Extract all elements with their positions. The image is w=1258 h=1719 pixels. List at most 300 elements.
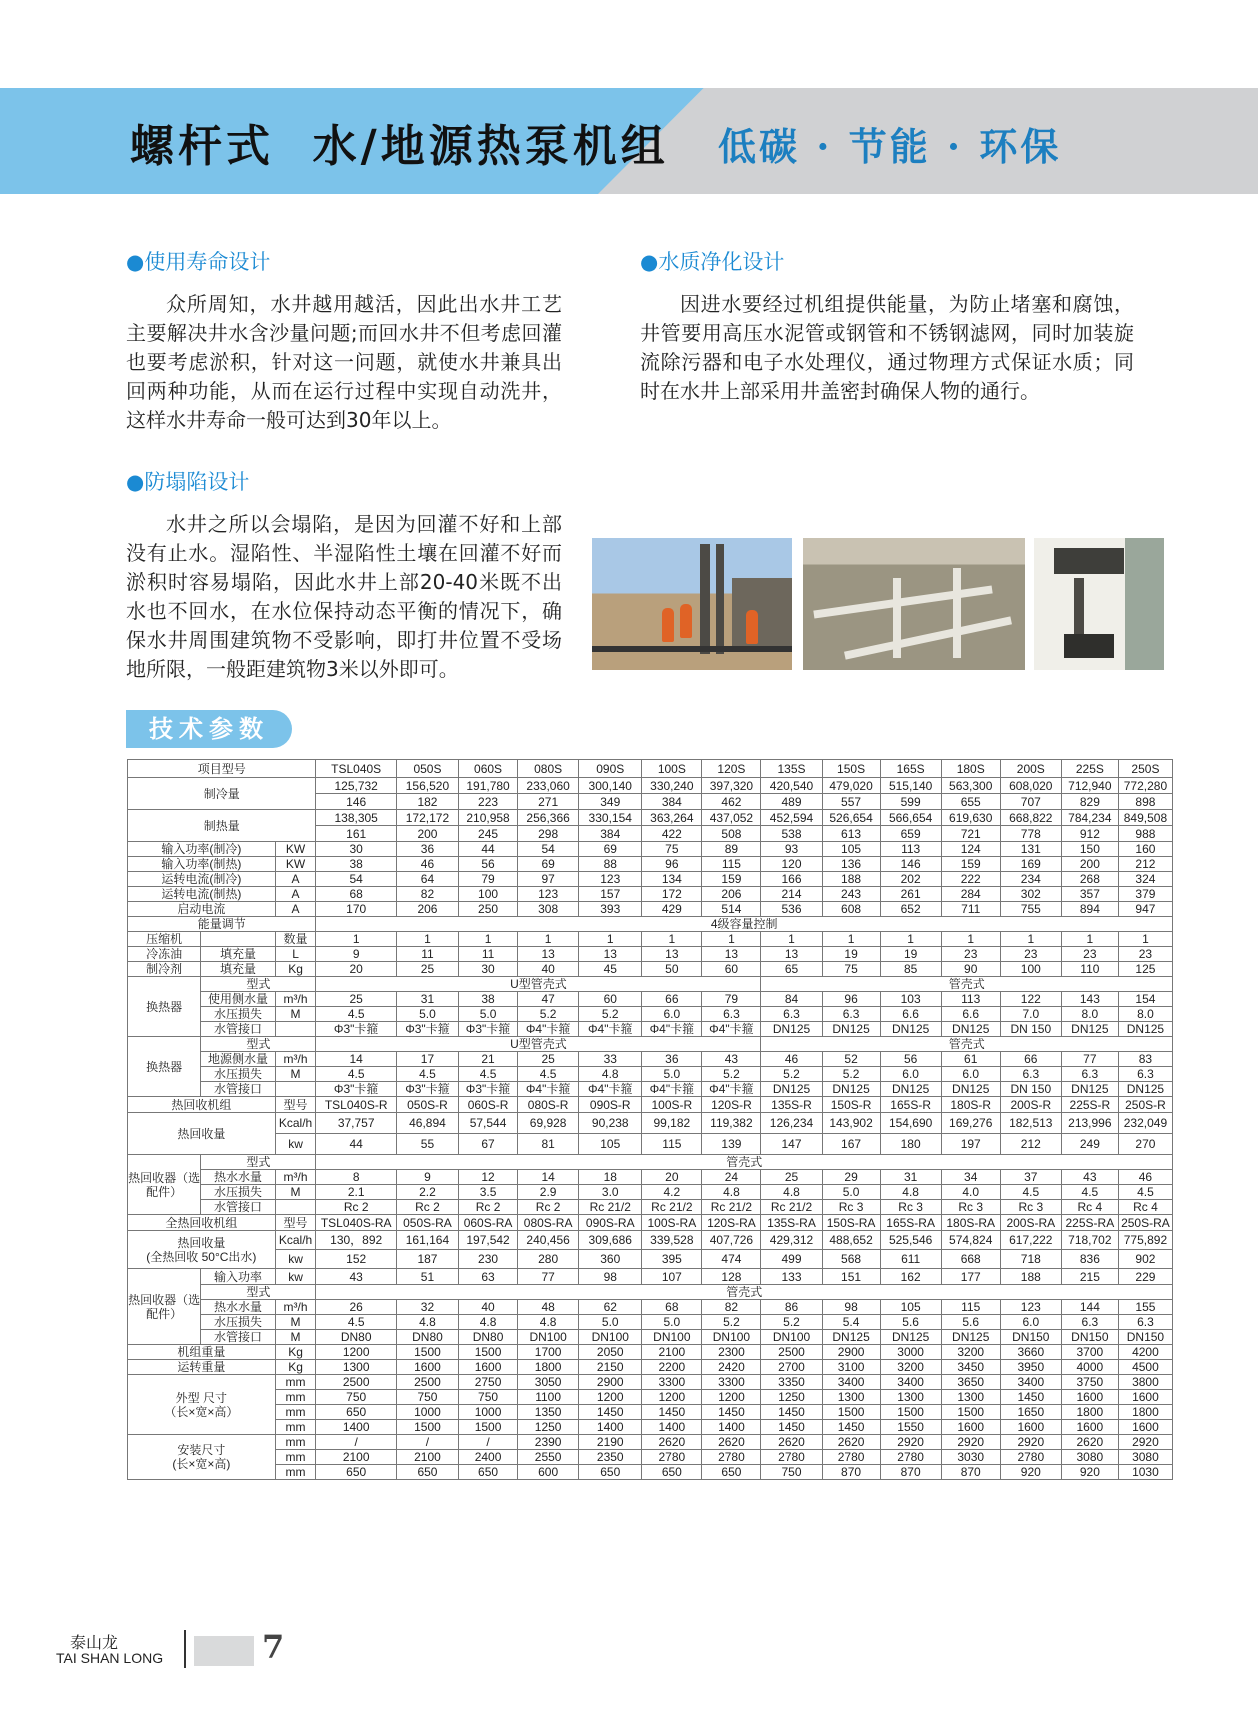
table-row — [128, 842, 1173, 857]
table-row — [128, 1330, 1173, 1345]
value-cell: 115 — [702, 857, 761, 872]
value-cell: 718 — [1000, 1250, 1061, 1269]
value-cell: 13 — [761, 947, 822, 962]
value-cell: 1000 — [459, 1405, 518, 1420]
unit-cell: 型号 — [275, 1215, 316, 1231]
row-sublabel-cell: 填充量 — [201, 962, 275, 977]
value-cell: 2780 — [822, 1450, 880, 1465]
value-cell: 6.0 — [941, 1067, 1000, 1082]
value-cell: 38 — [459, 992, 518, 1007]
value-cell: 3450 — [941, 1360, 1000, 1375]
unit-cell: mm — [275, 1405, 316, 1420]
value-cell: 384 — [579, 826, 642, 842]
table-row — [128, 1269, 1173, 1285]
value-cell: 81 — [518, 1134, 579, 1155]
value-cell: 187 — [396, 1250, 458, 1269]
value-cell: 1600 — [1000, 1420, 1061, 1435]
value-cell: 98 — [579, 1269, 642, 1285]
value-cell: 13 — [642, 947, 702, 962]
row-label-cell: 换热器 — [128, 977, 201, 1037]
value-cell: 150S-R — [822, 1097, 880, 1113]
header-label-cell: 项目型号 — [128, 760, 316, 778]
value-cell: 462 — [702, 794, 761, 810]
value-cell: 21 — [459, 1052, 518, 1067]
value-cell: 1450 — [761, 1405, 822, 1420]
table-row — [128, 1435, 1173, 1450]
value-cell: 1450 — [1000, 1390, 1061, 1405]
value-cell: Φ4"卡箍 — [702, 1022, 761, 1037]
value-cell: 775,892 — [1118, 1231, 1172, 1250]
row-label-cell: 全热回收机组 — [128, 1215, 276, 1231]
row-sublabel-cell: 型式 — [201, 977, 316, 992]
value-cell: 1 — [1061, 932, 1118, 947]
value-cell: 2780 — [880, 1450, 941, 1465]
unit-cell: M — [275, 1067, 316, 1082]
table-row — [128, 932, 1173, 947]
photo-drilling-site — [592, 538, 792, 670]
value-cell: 1300 — [316, 1360, 396, 1375]
value-cell: 30 — [316, 842, 396, 857]
table-row — [128, 1405, 1173, 1420]
value-cell: 4.5 — [1118, 1185, 1172, 1200]
table-row — [128, 1360, 1173, 1375]
row-sublabel: (全热回收 50°C出水) — [146, 1249, 257, 1264]
value-cell: 912 — [1061, 826, 1118, 842]
value-cell: 3000 — [880, 1345, 941, 1360]
value-cell: 1 — [642, 932, 702, 947]
row-sublabel-cell: 水管接口 — [201, 1082, 275, 1097]
value-cell: 3080 — [1061, 1450, 1118, 1465]
value-cell: 62 — [579, 1300, 642, 1315]
value-cell: Φ4"卡箍 — [579, 1082, 642, 1097]
value-cell: 3200 — [941, 1345, 1000, 1360]
value-cell: 514 — [702, 902, 761, 917]
photo-pipe-trench — [803, 538, 1025, 670]
unit-cell: m³/h — [275, 992, 316, 1007]
value-cell: 84 — [761, 992, 822, 1007]
value-cell: 479,020 — [822, 778, 880, 794]
value-cell: 536 — [761, 902, 822, 917]
table-row — [128, 857, 1173, 872]
value-cell: 407,726 — [702, 1231, 761, 1250]
value-cell: 2780 — [761, 1450, 822, 1465]
value-cell: Rc 4 — [1118, 1200, 1172, 1215]
value-cell: 139 — [702, 1134, 761, 1155]
value-cell: Rc 21/2 — [702, 1200, 761, 1215]
value-cell: 2500 — [316, 1375, 396, 1390]
value-cell: / — [459, 1435, 518, 1450]
value-cell: 1400 — [579, 1420, 642, 1435]
value-cell: 6.0 — [1000, 1315, 1061, 1330]
value-cell: 8 — [316, 1170, 396, 1185]
value-cell: 182 — [396, 794, 458, 810]
unit-cell: M — [275, 1315, 316, 1330]
row-sublabel-cell: 填充量 — [201, 947, 275, 962]
value-cell: 655 — [941, 794, 1000, 810]
value-cell: 2780 — [1000, 1450, 1061, 1465]
value-cell: 4.5 — [1000, 1185, 1061, 1200]
section-body: 众所周知，水井越用越活，因此出水井工艺主要解决井水含沙量问题;而回水井不但考虑回灌也要考虑淤积，针对这一问题，就使水井兼具出回两种功能，从而在运行过程中实现自动洗井，这样水井寿命一般可达到30年以上。 — [126, 292, 562, 432]
value-cell: 2190 — [579, 1435, 642, 1450]
table-row — [128, 1037, 1173, 1052]
value-cell: 215 — [1061, 1269, 1118, 1285]
value-cell: 23 — [1000, 947, 1061, 962]
unit-cell: KW — [275, 842, 316, 857]
value-cell: 25 — [761, 1170, 822, 1185]
value-cell: 1500 — [396, 1420, 458, 1435]
value-cell: 63 — [459, 1269, 518, 1285]
value-cell: 200S-R — [1000, 1097, 1061, 1113]
value-cell: 180S-RA — [941, 1215, 1000, 1231]
value-cell: 143 — [1061, 992, 1118, 1007]
value-cell: 107 — [642, 1269, 702, 1285]
value-cell: 1500 — [459, 1420, 518, 1435]
value-cell: 4.8 — [579, 1067, 642, 1082]
table-row — [128, 1420, 1173, 1435]
value-cell: 4.5 — [316, 1067, 396, 1082]
value-cell: DN 150 — [1000, 1082, 1061, 1097]
value-cell: 57,544 — [459, 1113, 518, 1134]
value-cell: 5.0 — [822, 1185, 880, 1200]
bullet-icon: ● — [126, 250, 145, 274]
value-cell: 3300 — [642, 1375, 702, 1390]
value-cell: 1350 — [518, 1405, 579, 1420]
row-sublabel-cell: 地源侧水量 — [201, 1052, 275, 1067]
value-cell: 2900 — [579, 1375, 642, 1390]
table-row — [128, 1300, 1173, 1315]
value-cell: Rc 21/2 — [579, 1200, 642, 1215]
row-sublabel-cell: 使用侧水量 — [201, 992, 275, 1007]
table-row — [128, 1315, 1173, 1330]
value-cell: 298 — [518, 826, 579, 842]
value-cell: 25 — [518, 1052, 579, 1067]
value-cell: 659 — [880, 826, 941, 842]
section-body: 因进水要经过机组提供能量，为防止堵塞和腐蚀，井管要用高压水泥管或钢管和不锈钢滤网，同时加装旋流除污器和电子水处理仪，通过物理方式保证水质；同时在水井上部采用井盖密封确保人物的通行。 — [640, 292, 1134, 403]
value-cell: 3750 — [1061, 1375, 1118, 1390]
value-cell: 5.6 — [941, 1315, 1000, 1330]
value-cell: 37,757 — [316, 1113, 396, 1134]
value-cell: DN125 — [1061, 1022, 1118, 1037]
value-cell: 5.2 — [822, 1067, 880, 1082]
value-cell: 56 — [880, 1052, 941, 1067]
value-cell: 718,702 — [1061, 1231, 1118, 1250]
value-cell: 50 — [642, 962, 702, 977]
unit-cell: Kcal/h — [275, 1231, 316, 1250]
value-cell: 2920 — [1000, 1435, 1061, 1450]
value-cell: 5.0 — [396, 1007, 458, 1022]
unit-cell: m³/h — [275, 1300, 316, 1315]
value-cell: 82 — [702, 1300, 761, 1315]
table-row — [128, 887, 1173, 902]
value-cell: 5.2 — [579, 1007, 642, 1022]
value-cell: 130，892 — [316, 1231, 396, 1250]
value-cell: 395 — [642, 1250, 702, 1269]
value-cell: 213,996 — [1061, 1113, 1118, 1134]
value-cell: 135S-RA — [761, 1215, 822, 1231]
value-cell: Rc 2 — [459, 1200, 518, 1215]
value-cell: 357 — [1061, 887, 1118, 902]
value-cell: 650 — [579, 1465, 642, 1480]
row-label-cell: 运转电流(制冷) — [128, 872, 276, 887]
value-cell: 3400 — [1000, 1375, 1061, 1390]
value-cell: 150S — [822, 760, 880, 778]
value-cell: 131 — [1000, 842, 1061, 857]
value-cell: 166 — [761, 872, 822, 887]
value-cell: 93 — [761, 842, 822, 857]
value-cell: 134 — [642, 872, 702, 887]
value-cell: 2100 — [396, 1450, 458, 1465]
value-cell: 1500 — [822, 1405, 880, 1420]
row-label-cell: 热回收器（选配件） — [128, 1269, 201, 1345]
value-cell: 4.8 — [459, 1315, 518, 1330]
value-cell: DN125 — [822, 1330, 880, 1345]
value-cell: 182,513 — [1000, 1113, 1061, 1134]
value-cell: 4200 — [1118, 1345, 1172, 1360]
value-cell: 133 — [761, 1269, 822, 1285]
value-cell: TSL040S — [316, 760, 396, 778]
value-cell: 1400 — [316, 1420, 396, 1435]
value-cell: 管壳式 — [761, 1037, 1173, 1052]
value-cell: 77 — [518, 1269, 579, 1285]
value-cell: 2300 — [702, 1345, 761, 1360]
value-cell: 5.2 — [761, 1315, 822, 1330]
value-cell: 77 — [1061, 1052, 1118, 1067]
value-cell: 384 — [642, 794, 702, 810]
value-cell: 17 — [396, 1052, 458, 1067]
value-cell: 103 — [880, 992, 941, 1007]
value-cell: 19 — [822, 947, 880, 962]
value-cell: 3050 — [518, 1375, 579, 1390]
row-sublabel-cell: 水管接口 — [201, 1330, 275, 1345]
value-cell: 120 — [761, 857, 822, 872]
header-banner — [0, 88, 1258, 194]
value-cell: 3100 — [822, 1360, 880, 1375]
value-cell: 090S-R — [579, 1097, 642, 1113]
row-sublabel-cell: 输入功率 — [201, 1269, 275, 1285]
value-cell: 3.0 — [579, 1185, 642, 1200]
table-row — [128, 872, 1173, 887]
value-cell: 14 — [316, 1052, 396, 1067]
value-cell: 668 — [941, 1250, 1000, 1269]
brand-chinese: 泰山龙 — [70, 1633, 119, 1652]
value-cell: 1500 — [396, 1345, 458, 1360]
row-label-cell: 制热量 — [128, 810, 316, 842]
value-cell: 1600 — [1118, 1420, 1172, 1435]
value-cell: 1450 — [579, 1405, 642, 1420]
value-cell: 6.3 — [1061, 1067, 1118, 1082]
value-cell: 755 — [1000, 902, 1061, 917]
value-cell: 1 — [941, 932, 1000, 947]
value-cell: 165S-R — [880, 1097, 941, 1113]
value-cell: 245 — [459, 826, 518, 842]
value-cell: 144 — [1061, 1300, 1118, 1315]
unit-cell — [275, 1022, 316, 1037]
value-cell: 2500 — [761, 1345, 822, 1360]
value-cell: 128 — [702, 1269, 761, 1285]
value-cell: 6.3 — [1000, 1067, 1061, 1082]
unit-cell: Kcal/h — [275, 1113, 316, 1134]
value-cell: 206 — [702, 887, 761, 902]
value-cell: 1030 — [1118, 1465, 1172, 1480]
value-cell: 管壳式 — [316, 1155, 1173, 1170]
table-row — [128, 992, 1173, 1007]
value-cell: DN125 — [1118, 1022, 1172, 1037]
table-row — [128, 1231, 1173, 1250]
value-cell: 150 — [1061, 842, 1118, 857]
value-cell: 56 — [459, 857, 518, 872]
value-cell: 2620 — [1061, 1435, 1118, 1450]
table-row — [128, 1007, 1173, 1022]
value-cell: 20 — [316, 962, 396, 977]
value-cell: 96 — [642, 857, 702, 872]
value-cell: 1450 — [761, 1420, 822, 1435]
row-sublabel-cell: 热水水量 — [201, 1300, 275, 1315]
value-cell: DN125 — [1118, 1082, 1172, 1097]
value-cell: 6.3 — [1118, 1067, 1172, 1082]
value-cell: 40 — [518, 962, 579, 977]
value-cell: 115 — [642, 1134, 702, 1155]
value-cell: Rc 2 — [518, 1200, 579, 1215]
value-cell: 1600 — [1061, 1390, 1118, 1405]
value-cell: 1600 — [941, 1420, 1000, 1435]
value-cell: 135S — [761, 760, 822, 778]
value-cell: Φ4"卡箍 — [518, 1082, 579, 1097]
value-cell: 261 — [880, 887, 941, 902]
value-cell: Φ4"卡箍 — [702, 1082, 761, 1097]
table-row — [128, 1375, 1173, 1390]
value-cell: DN80 — [459, 1330, 518, 1345]
value-cell: 1200 — [702, 1390, 761, 1405]
spec-table — [127, 759, 1173, 1480]
unit-cell: Kg — [275, 1345, 316, 1360]
value-cell: 330,154 — [579, 810, 642, 826]
value-cell: 2100 — [642, 1345, 702, 1360]
value-cell: 525,546 — [880, 1231, 941, 1250]
value-cell: 138,305 — [316, 810, 396, 826]
value-cell: 143,902 — [822, 1113, 880, 1134]
value-cell: 200S-RA — [1000, 1215, 1061, 1231]
value-cell: 574,824 — [941, 1231, 1000, 1250]
value-cell: 1200 — [642, 1390, 702, 1405]
value-cell: 489 — [761, 794, 822, 810]
value-cell: 3400 — [822, 1375, 880, 1390]
section-heading: ●水质净化设计 — [640, 250, 785, 274]
value-cell: 136 — [822, 857, 880, 872]
value-cell: 200 — [1061, 857, 1118, 872]
value-cell: 67 — [459, 1134, 518, 1155]
value-cell: 26 — [316, 1300, 396, 1315]
row-sublabel-cell: 水管接口 — [201, 1200, 275, 1215]
value-cell: 1800 — [1118, 1405, 1172, 1420]
value-cell: 256,366 — [518, 810, 579, 826]
value-cell: 157 — [579, 887, 642, 902]
value-cell: 89 — [702, 842, 761, 857]
value-cell: Rc 21/2 — [761, 1200, 822, 1215]
table-row — [128, 1285, 1173, 1300]
value-cell: 66 — [1000, 1052, 1061, 1067]
value-cell: 1 — [822, 932, 880, 947]
value-cell: 452,594 — [761, 810, 822, 826]
value-cell: 25 — [396, 962, 458, 977]
row-sublabel-cell: 水压损失 — [201, 1007, 275, 1022]
value-cell: 650 — [642, 1465, 702, 1480]
unit-cell: Kg — [275, 962, 316, 977]
value-cell: 225S-R — [1061, 1097, 1118, 1113]
value-cell: 4.5 — [316, 1007, 396, 1022]
section-water — [640, 246, 1134, 406]
value-cell: 050S-RA — [396, 1215, 458, 1231]
value-cell: 240,456 — [518, 1231, 579, 1250]
unit-cell: M — [275, 1185, 316, 1200]
value-cell: 165S — [880, 760, 941, 778]
unit-cell: A — [275, 902, 316, 917]
row-label-cell: 压缩机 — [128, 932, 201, 947]
value-cell: 79 — [702, 992, 761, 1007]
value-cell: 206 — [396, 902, 458, 917]
value-cell: 2200 — [642, 1360, 702, 1375]
value-cell: 1600 — [1061, 1420, 1118, 1435]
value-cell: 568 — [822, 1250, 880, 1269]
unit-cell: 型号 — [275, 1097, 316, 1113]
value-cell: DN125 — [941, 1022, 1000, 1037]
value-cell: Rc 21/2 — [642, 1200, 702, 1215]
value-cell: 124 — [941, 842, 1000, 857]
value-cell: 652 — [880, 902, 941, 917]
value-cell: 33 — [579, 1052, 642, 1067]
value-cell: 13 — [518, 947, 579, 962]
value-cell: 090S-RA — [579, 1215, 642, 1231]
value-cell: 1100 — [518, 1390, 579, 1405]
value-cell: 2400 — [459, 1450, 518, 1465]
table-row — [128, 1082, 1173, 1097]
value-cell: 55 — [396, 1134, 458, 1155]
value-cell: 160 — [1118, 842, 1172, 857]
value-cell: 46 — [1118, 1170, 1172, 1185]
value-cell: 7.0 — [1000, 1007, 1061, 1022]
value-cell: 60 — [579, 992, 642, 1007]
value-cell: 2620 — [822, 1435, 880, 1450]
value-cell: 437,052 — [702, 810, 761, 826]
value-cell: 6.0 — [642, 1007, 702, 1022]
value-cell: 75 — [642, 842, 702, 857]
value-cell: 161,164 — [396, 1231, 458, 1250]
value-cell: 3400 — [880, 1375, 941, 1390]
value-cell: 150S-RA — [822, 1215, 880, 1231]
value-cell: 159 — [941, 857, 1000, 872]
value-cell: 249 — [1061, 1134, 1118, 1155]
table-row — [128, 778, 1173, 794]
value-cell: 3200 — [880, 1360, 941, 1375]
value-cell: 64 — [396, 872, 458, 887]
value-cell: 080S — [518, 760, 579, 778]
value-cell: 2350 — [579, 1450, 642, 1465]
value-cell: 100S-RA — [642, 1215, 702, 1231]
value-cell: 188 — [1000, 1269, 1061, 1285]
table-row — [128, 1390, 1173, 1405]
value-cell: 88 — [579, 857, 642, 872]
value-cell: Φ4"卡箍 — [518, 1022, 579, 1037]
row-label-cell — [128, 1231, 276, 1269]
row-label-cell: 冷冻油 — [128, 947, 201, 962]
row-label-cell: 输入功率(制冷) — [128, 842, 276, 857]
row-label-cell: 输入功率(制热) — [128, 857, 276, 872]
value-cell: 156,520 — [396, 778, 458, 794]
value-cell: 5.6 — [880, 1315, 941, 1330]
row-sublabel-cell: 水压损失 — [201, 1315, 275, 1330]
value-cell: 829 — [1061, 794, 1118, 810]
value-cell: 46,894 — [396, 1113, 458, 1134]
unit-cell: kw — [275, 1269, 316, 1285]
